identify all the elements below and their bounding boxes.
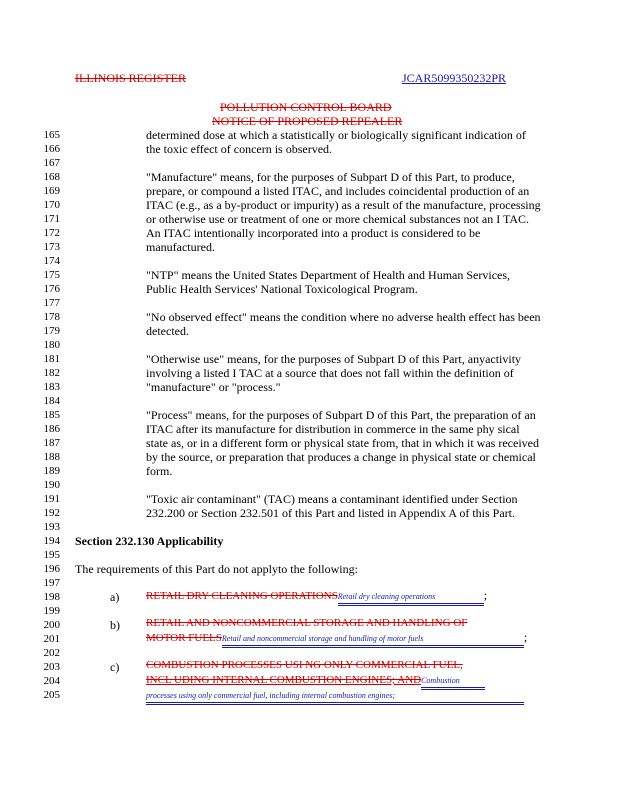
body-line: involving a listed I TAC at a source that does not fall within the definition of bbox=[146, 366, 514, 380]
item-c-inserted-2: processes using only commercial fuel, including internal combustion engines; bbox=[146, 689, 524, 705]
line-number: 191 bbox=[43, 493, 60, 505]
line-number: 203 bbox=[43, 661, 60, 673]
line-number: 170 bbox=[43, 199, 60, 211]
body-line: or otherwise use or treatment of one or more chemical substances not an I TAC. bbox=[146, 212, 530, 226]
section-title: Section 232.130 Applicability bbox=[75, 534, 224, 548]
body-line: prepare, or compound a listed ITAC, and includes coincidental production of an bbox=[146, 184, 530, 198]
body-line: "Otherwise use" means, for the purposes of Subpart D of this Part, anyactivity bbox=[146, 352, 522, 366]
item-b-deleted-1: RETAIL AND NONCOMMERCIAL STORAGE AND HANDLING OF bbox=[146, 617, 468, 629]
body-line: An ITAC intentionally incorporated into a product is considered to be bbox=[146, 226, 481, 240]
line-number: 197 bbox=[43, 577, 60, 589]
item-c-inserted-1: Combustion bbox=[421, 674, 485, 690]
header-left: ILLINOIS REGISTER bbox=[75, 71, 186, 85]
line-number: 195 bbox=[43, 549, 60, 561]
line-number: 194 bbox=[43, 535, 60, 547]
header-board: POLLUTION CONTROL BOARD bbox=[220, 100, 392, 114]
line-number: 172 bbox=[43, 227, 60, 239]
line-number: 171 bbox=[43, 213, 60, 225]
line-number: 204 bbox=[43, 675, 60, 687]
body-line: Public Health Services' National Toxicological Program. bbox=[146, 282, 418, 296]
body-line: "No observed effect" means the condition where no adverse health effect has been bbox=[146, 310, 541, 324]
line-number: 205 bbox=[43, 689, 60, 701]
item-a-text bbox=[146, 589, 487, 606]
body-line: ITAC after its manufacture for distribution in commerce in the same phy sical bbox=[146, 422, 520, 436]
line-number: 180 bbox=[43, 339, 60, 351]
item-a-label: a) bbox=[110, 590, 120, 604]
body-line: state as, or in a different form or physical state from, that in which it was received bbox=[146, 436, 539, 450]
line-number: 181 bbox=[43, 353, 60, 365]
body-line: ITAC (e.g., as a by-product or impurity) as a result of the manufacture, processing bbox=[146, 198, 541, 212]
item-b-label: b) bbox=[110, 618, 120, 632]
line-number: 185 bbox=[43, 409, 60, 421]
line-number: 183 bbox=[43, 381, 60, 393]
line-number: 174 bbox=[43, 255, 60, 267]
body-line: "Manufacture" means, for the purposes of Subpart D of this Part, to produce, bbox=[146, 170, 515, 184]
header-notice: NOTICE OF PROPOSED REPEALER bbox=[212, 114, 403, 128]
line-number: 177 bbox=[43, 297, 60, 309]
line-number: 202 bbox=[43, 647, 60, 659]
line-number: 168 bbox=[43, 171, 60, 183]
body-line: manufactured. bbox=[146, 240, 215, 254]
line-number: 169 bbox=[43, 185, 60, 197]
item-b-deleted-2: MOTOR FUELS bbox=[146, 632, 222, 644]
body-line: determined dose at which a statistically or biologically significant indication of bbox=[146, 128, 526, 142]
line-number: 192 bbox=[43, 507, 60, 519]
line-number: 187 bbox=[43, 437, 60, 449]
section-intro: The requirements of this Part do not applyto the following: bbox=[75, 562, 358, 576]
line-number: 189 bbox=[43, 465, 60, 477]
line-number: 167 bbox=[43, 157, 60, 169]
item-b-text bbox=[146, 631, 527, 648]
line-number: 196 bbox=[43, 563, 60, 575]
line-number: 193 bbox=[43, 521, 60, 533]
line-number: 173 bbox=[43, 241, 60, 253]
item-c-label: c) bbox=[110, 660, 120, 674]
body-line: form. bbox=[146, 464, 173, 478]
line-number: 186 bbox=[43, 423, 60, 435]
body-line: "NTP" means the United States Department of Health and Human Services, bbox=[146, 268, 511, 282]
line-number: 188 bbox=[43, 451, 60, 463]
item-c-line-2 bbox=[146, 673, 485, 690]
line-number: 178 bbox=[43, 311, 60, 323]
line-number: 182 bbox=[43, 367, 60, 379]
body-line: "Process" means, for the purposes of Subpart D of this Part, the preparation of an bbox=[146, 408, 536, 422]
header-right: JCAR5099350232PR bbox=[402, 71, 507, 85]
item-c-deleted-2: INCL UDING INTERNAL COMBUSTION ENGINES; AND bbox=[146, 674, 422, 686]
body-line: detected. bbox=[146, 324, 189, 338]
body-line: "manufacture" or "process." bbox=[146, 380, 281, 394]
item-a-deleted: RETAIL DRY CLEANING OPERATIONS bbox=[146, 590, 338, 602]
item-b-end: ; bbox=[523, 630, 528, 644]
line-number: 200 bbox=[43, 619, 60, 631]
line-number: 199 bbox=[43, 605, 60, 617]
line-number: 165 bbox=[43, 129, 60, 141]
item-a-inserted: Retail dry cleaning operations bbox=[338, 590, 484, 606]
line-number: 175 bbox=[43, 269, 60, 281]
item-b-inserted: Retail and noncommercial storage and handling of motor fuels bbox=[222, 632, 524, 648]
line-number: 176 bbox=[43, 283, 60, 295]
body-line: "Toxic air contaminant" (TAC) means a contaminant identified under Section bbox=[146, 492, 518, 506]
line-number: 198 bbox=[43, 591, 60, 603]
line-number: 190 bbox=[43, 479, 60, 491]
line-number: 179 bbox=[43, 325, 60, 337]
body-line: 232.200 or Section 232.501 of this Part and listed in Appendix A of this Part. bbox=[146, 506, 515, 520]
line-number: 201 bbox=[43, 633, 60, 645]
item-c-deleted-1: COMBUSTION PROCESSES USI NG ONLY COMMERCIAL FUEL, bbox=[146, 659, 463, 671]
item-a-end: ; bbox=[483, 588, 488, 602]
line-number: 184 bbox=[43, 395, 60, 407]
body-line: by the source, or preparation that produces a change in physical state or chemical bbox=[146, 450, 536, 464]
body-line: the toxic effect of concern is observed. bbox=[146, 142, 333, 156]
line-number: 166 bbox=[43, 143, 60, 155]
